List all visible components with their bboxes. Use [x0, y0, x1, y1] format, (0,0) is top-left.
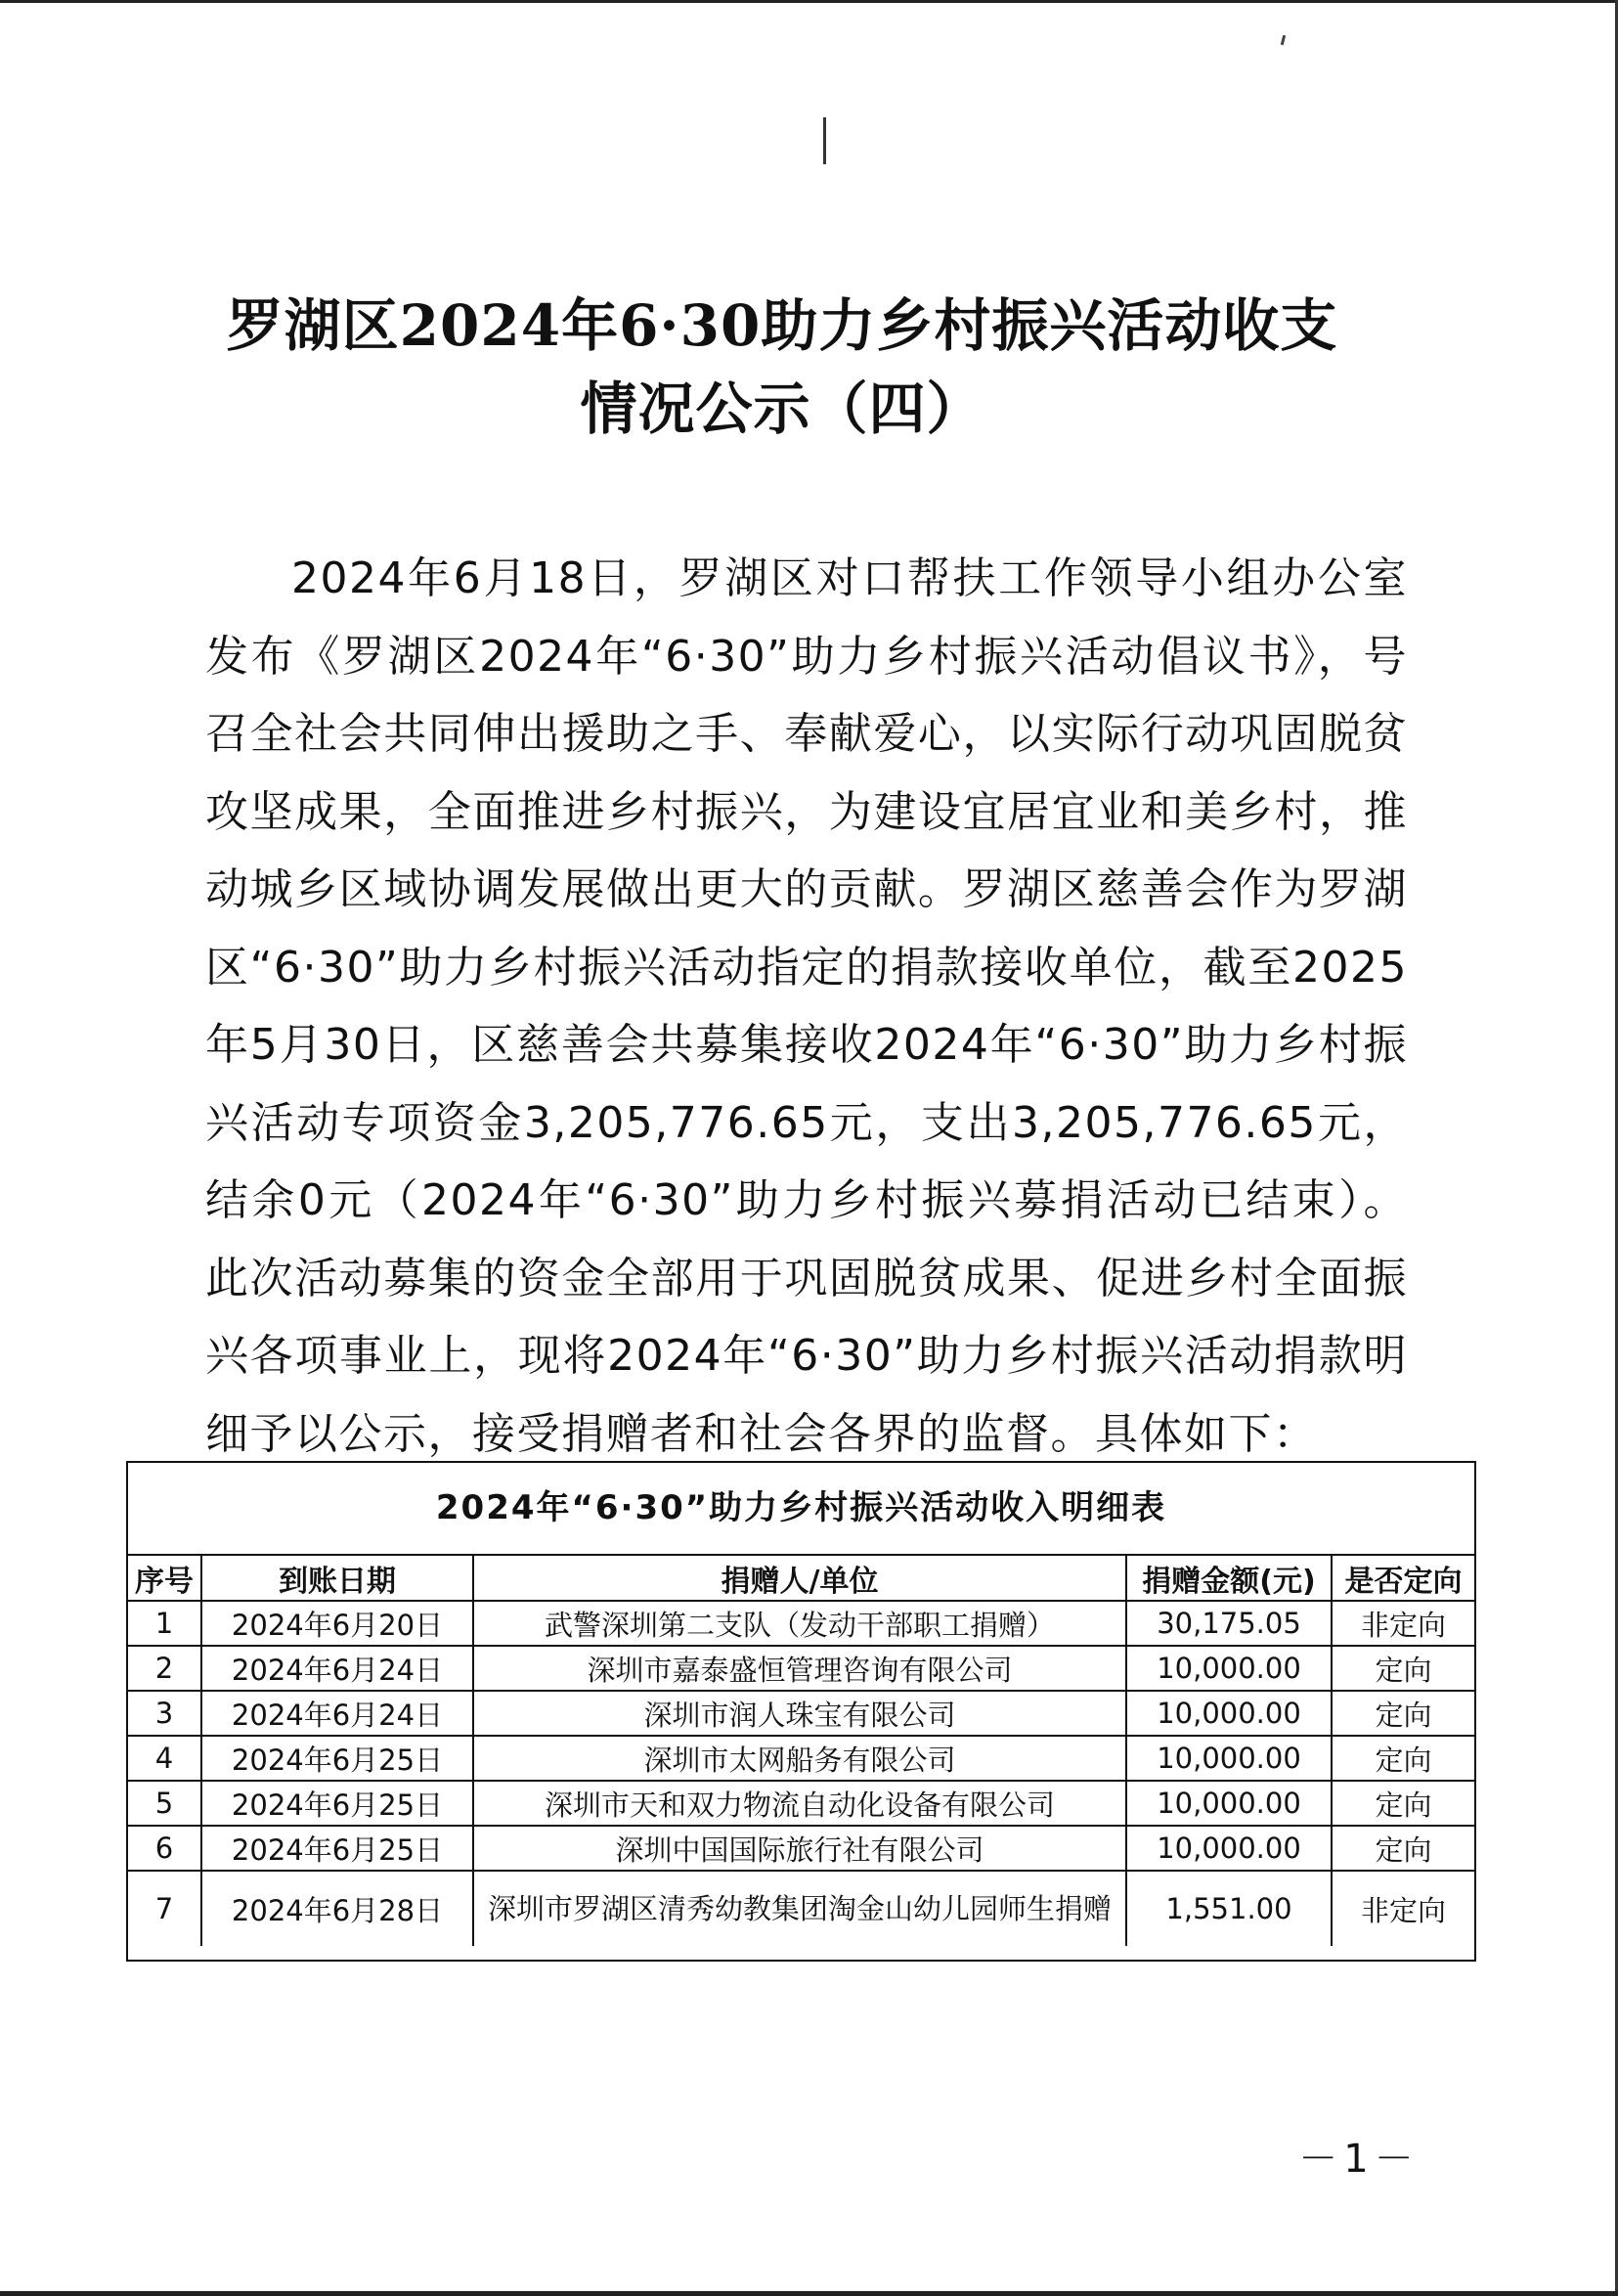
header-amount: 捐赠金额(元) — [1126, 1556, 1332, 1601]
header-designated: 是否定向 — [1332, 1556, 1474, 1601]
cell-designated: 定向 — [1332, 1781, 1474, 1826]
cell-donor: 深圳中国国际旅行社有限公司 — [473, 1826, 1126, 1871]
cell-date: 2024年6月28日 — [201, 1871, 473, 1946]
table-row — [128, 1736, 1474, 1781]
income-detail-table — [126, 1461, 1476, 1962]
cell-index: 4 — [128, 1736, 201, 1781]
cell-index: 3 — [128, 1691, 201, 1736]
cell-donor: 武警深圳第二支队（发动干部职工捐赠） — [473, 1601, 1126, 1646]
header-index: 序号 — [128, 1556, 201, 1601]
cell-index: 1 — [128, 1601, 201, 1646]
body-paragraph: 2024年6月18日，罗湖区对口帮扶工作领导小组办公室发布《罗湖区2024年“6·30”助力乡村振兴活动倡议书》，号召全社会共同伸出援助之手、奉献爱心，以实际行动巩固脱贫攻坚成果，全面推进乡村振兴，为建设宜居宜业和美乡村，推动城乡区域协调发展做出更大的贡献。罗湖区慈善会作为罗湖区“6·30”助力乡村振兴活动指定的捐款接收单位，截至2025年5月30日，区慈善会共募集接收2024年“6·30”助力乡村振兴活动专项资金3,205,776.65元，支出3,205,776.65元，结余0元（2024年“6·30”助力乡村振兴募捐活动已结束）。此次活动募集的资金全部用于巩固脱贫成果、促进乡村全面振兴各项事业上，现将2024年“6·30”助力乡村振兴活动捐款明细予以公示，接受捐赠者和社会各界的监督。具体如下： — [205, 553, 1408, 1459]
cell-amount: 10,000.00 — [1126, 1646, 1332, 1691]
table-row — [128, 1691, 1474, 1736]
table-caption: 2024年“6·30”助力乡村振兴活动收入明细表 — [128, 1463, 1474, 1556]
cell-amount: 10,000.00 — [1126, 1736, 1332, 1781]
cell-date: 2024年6月20日 — [201, 1601, 473, 1646]
cell-donor: 深圳市嘉泰盛恒管理咨询有限公司 — [473, 1646, 1126, 1691]
cell-designated: 定向 — [1332, 1826, 1474, 1871]
cell-date: 2024年6月25日 — [201, 1826, 473, 1871]
cell-donor: 深圳市润人珠宝有限公司 — [473, 1691, 1126, 1736]
cell-index: 2 — [128, 1646, 201, 1691]
cell-donor: 深圳市天和双力物流自动化设备有限公司 — [473, 1781, 1126, 1826]
cell-designated: 定向 — [1332, 1646, 1474, 1691]
cell-date: 2024年6月25日 — [201, 1736, 473, 1781]
binding-mark — [823, 117, 826, 164]
cell-designated: 定向 — [1332, 1736, 1474, 1781]
page-number: －1－ — [1298, 2137, 1420, 2182]
cell-index: 7 — [128, 1871, 201, 1946]
cell-donor: 深圳市罗湖区清秀幼教集团淘金山幼儿园师生捐赠 — [473, 1871, 1126, 1946]
document-title-line-1: 罗湖区2024年6·30助力乡村振兴活动收支 — [226, 292, 1338, 359]
table-row — [128, 1781, 1474, 1826]
table-row — [128, 1646, 1474, 1691]
cell-designated: 定向 — [1332, 1691, 1474, 1736]
income-table — [128, 1556, 1474, 1946]
cell-date: 2024年6月24日 — [201, 1646, 473, 1691]
table-header-row — [128, 1556, 1474, 1601]
cell-amount: 1,551.00 — [1126, 1871, 1332, 1946]
cell-index: 6 — [128, 1826, 201, 1871]
table-row — [128, 1871, 1474, 1946]
scan-speck — [1281, 35, 1286, 45]
cell-date: 2024年6月24日 — [201, 1691, 473, 1736]
header-date: 到账日期 — [201, 1556, 473, 1601]
cell-amount: 10,000.00 — [1126, 1781, 1332, 1826]
cell-date: 2024年6月25日 — [201, 1781, 473, 1826]
scan-edge-bottom — [0, 2291, 1618, 2296]
document-title-line-2: 情况公示（四） — [580, 375, 984, 442]
scan-edge-top — [0, 0, 1618, 3]
cell-amount: 10,000.00 — [1126, 1691, 1332, 1736]
cell-amount: 30,175.05 — [1126, 1601, 1332, 1646]
cell-designated: 非定向 — [1332, 1871, 1474, 1946]
header-donor: 捐赠人/单位 — [473, 1556, 1126, 1601]
cell-amount: 10,000.00 — [1126, 1826, 1332, 1871]
cell-index: 5 — [128, 1781, 201, 1826]
table-row — [128, 1826, 1474, 1871]
cell-designated: 非定向 — [1332, 1601, 1474, 1646]
table-row — [128, 1601, 1474, 1646]
cell-donor: 深圳市太网船务有限公司 — [473, 1736, 1126, 1781]
